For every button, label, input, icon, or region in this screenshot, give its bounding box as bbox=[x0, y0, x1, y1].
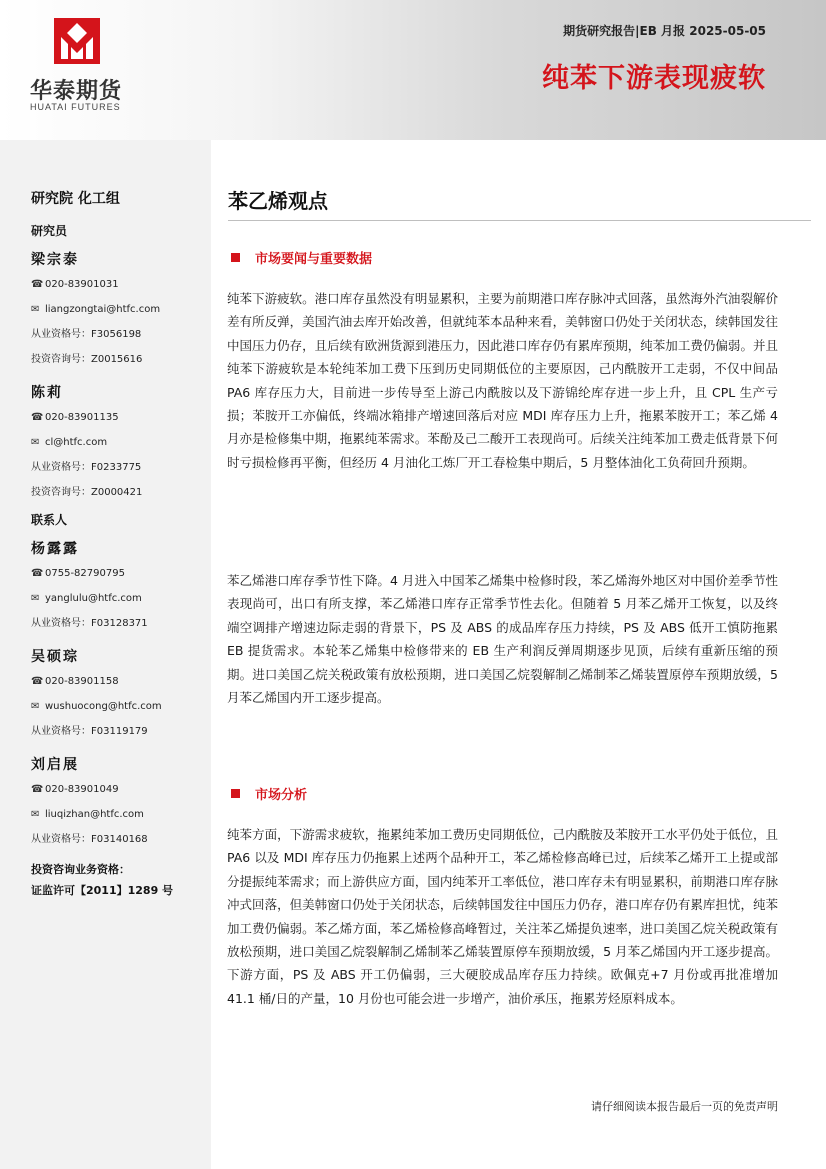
contact-email[interactable]: liuqizhan@htfc.com bbox=[45, 809, 144, 820]
envelope-icon: ✉ bbox=[31, 593, 40, 604]
logo-english-name: HUATAI FUTURES bbox=[30, 102, 121, 112]
contact-cert: 从业资格号：F03128371 bbox=[31, 618, 148, 629]
disclaimer-note: 请仔细阅读本报告最后一页的免责声明 bbox=[591, 1100, 778, 1113]
section-bullet-icon bbox=[231, 253, 240, 262]
analyst-email[interactable]: cl@htfc.com bbox=[45, 437, 108, 448]
phone-icon: ☎ bbox=[31, 568, 44, 579]
contact-card bbox=[31, 538, 211, 642]
department: 研究院 化工组 bbox=[31, 191, 120, 207]
envelope-icon: ✉ bbox=[31, 809, 40, 820]
contact-card bbox=[31, 754, 211, 858]
license-number: 证监许可【2011】1289 号 bbox=[31, 884, 174, 897]
page-heading: 苯乙烯观点 bbox=[228, 189, 328, 213]
analyst-name: 陈莉 bbox=[31, 385, 63, 401]
analyst-card bbox=[31, 382, 211, 511]
logo-chinese-name: 华泰期货 bbox=[30, 79, 123, 104]
envelope-icon: ✉ bbox=[31, 437, 40, 448]
contact-email[interactable]: yanglulu@htfc.com bbox=[45, 593, 142, 604]
section-title: 市场要闻与重要数据 bbox=[255, 252, 373, 267]
envelope-icon: ✉ bbox=[31, 701, 40, 712]
heading-divider bbox=[228, 220, 811, 221]
analyst-advisor: 投资咨询号：Z0000421 bbox=[31, 487, 143, 498]
phone-icon: ☎ bbox=[31, 279, 44, 290]
report-meta: 期货研究报告|EB 月报 2025-05-05 bbox=[563, 24, 766, 38]
phone-icon: ☎ bbox=[31, 412, 44, 423]
contact-phone: 020-83901158 bbox=[45, 676, 119, 687]
section-header-analysis bbox=[231, 784, 307, 803]
role-contact: 联系人 bbox=[31, 513, 68, 527]
report-title: 纯苯下游表现疲软 bbox=[542, 63, 766, 94]
contact-cert: 从业资格号：F03140168 bbox=[31, 834, 148, 845]
contact-name: 刘启展 bbox=[31, 757, 79, 773]
phone-icon: ☎ bbox=[31, 676, 44, 687]
contact-email[interactable]: wushuocong@htfc.com bbox=[45, 701, 162, 712]
contact-cert: 从业资格号：F03119179 bbox=[31, 726, 148, 737]
paragraph-benzene: 纯苯下游疲软。港口库存虽然没有明显累积，主要为前期港口库存脉冲式回落，虽然海外汽油裂解价差有所反弹，美国汽油去库开始改善，但就纯苯本品种来看，美韩窗口仍处于关闭状态，续韩国发往中国压力仍存，且后续有欧洲货源到港压力，因此港口库存仍有累库预期，纯苯加工费仍偏弱。并且纯苯下游疲软是本轮纯苯加工费下压到历史同期低位的主要原因，己内酰胺开工走弱，不仅中间品 PA6 库存压力大，目前进一步传导至上游己内酰胺以及下游锦纶库存进一步上升，且 CPL 生产亏损；苯胺开工亦偏低，终端冰箱排产增速回落后对应 MDI 库存压力上升，拖累苯胺开工；苯乙烯 4 月亦是检修集中期，拖累纯苯需求。苯酚及己二酸开工表现尚可。后续关注纯苯加工费走低背景下何时亏损检修再平衡，但经历 4 月油化工炼厂开工春检集中期后，5 月整体油化工负荷回升预期。 bbox=[227, 291, 778, 470]
envelope-icon: ✉ bbox=[31, 304, 40, 315]
contact-phone: 0755-82790795 bbox=[45, 568, 125, 579]
contact-phone: 020-83901049 bbox=[45, 784, 119, 795]
contact-name: 吴硕琮 bbox=[31, 649, 79, 665]
analyst-card bbox=[31, 249, 211, 378]
analyst-email[interactable]: liangzongtai@htfc.com bbox=[45, 304, 161, 315]
analyst-phone: 020-83901031 bbox=[45, 279, 119, 290]
phone-icon: ☎ bbox=[31, 784, 44, 795]
huatai-logo-mark-icon bbox=[54, 18, 100, 64]
report-header bbox=[0, 0, 826, 140]
contact-name: 杨露露 bbox=[31, 541, 79, 557]
paragraph-styrene: 苯乙烯港口库存季节性下降。4 月进入中国苯乙烯集中检修时段，苯乙烯海外地区对中国价差季节性表现尚可，出口有所支撑，苯乙烯港口库存正常季节性去化。但随着 5 月苯乙烯开工恢复，以及终端空调排产增速边际走弱的背景下，PS 及 ABS 的成品库存压力持续，PS 及 ABS 低开工慎防拖累 EB 提货需求。本轮苯乙烯集中检修带来的 EB 生产利润反弹周期逐步见顶，后续有重新压缩的预期。进口美国乙烷关税政策有放松预期，进口美国乙烷裂解制乙烯制苯乙烯装置原停车预期放缓，5 月苯乙烯国内开工逐步提高。 bbox=[227, 573, 778, 706]
main-content bbox=[211, 140, 826, 1169]
analyst-phone: 020-83901135 bbox=[45, 412, 119, 423]
analyst-advisor: 投资咨询号：Z0015616 bbox=[31, 354, 143, 365]
section-title: 市场分析 bbox=[255, 788, 308, 803]
role-researcher: 研究员 bbox=[31, 224, 68, 238]
analyst-name: 梁宗泰 bbox=[31, 252, 79, 268]
author-sidebar bbox=[0, 140, 211, 1169]
analyst-cert: 从业资格号：F3056198 bbox=[31, 329, 142, 340]
contact-card bbox=[31, 646, 211, 750]
paragraph-analysis: 纯苯方面，下游需求疲软，拖累纯苯加工费历史同期低位，己内酰胺及苯胺开工水平仍处于低位，且 PA6 以及 MDI 库存压力仍拖累上述两个品种开工，苯乙烯检修高峰已过，后续苯乙烯开工上提或部分提振纯苯需求；而上游供应方面，国内纯苯开工率低位，港口库存未有明显累积，前期港口库存脉冲式回落，但美韩窗口仍处于关闭状态，后续韩国发往中国压力仍存，港口库存仍有累库担忧，纯苯加工费仍偏弱。苯乙烯方面，苯乙烯检修高峰暂过，关注苯乙烯提负速率，进口美国乙烷关税政策有放松预期，进口美国乙烷裂解制乙烯制苯乙烯装置原停车预期放缓，5 月苯乙烯国内开工逐步提高。下游方面，PS 及 ABS 开工仍偏弱，三大硬胶成品库存压力持续。欧佩克+7 月份或再批准增加 41.1 桶/日的产量，10 月份也可能会进一步增产，油价承压，拖累芳烃原料成本。 bbox=[227, 827, 778, 1006]
license-label: 投资咨询业务资格： bbox=[31, 863, 130, 876]
section-header-news bbox=[231, 248, 372, 267]
analyst-cert: 从业资格号：F0233775 bbox=[31, 462, 142, 473]
section-bullet-icon bbox=[231, 789, 240, 798]
